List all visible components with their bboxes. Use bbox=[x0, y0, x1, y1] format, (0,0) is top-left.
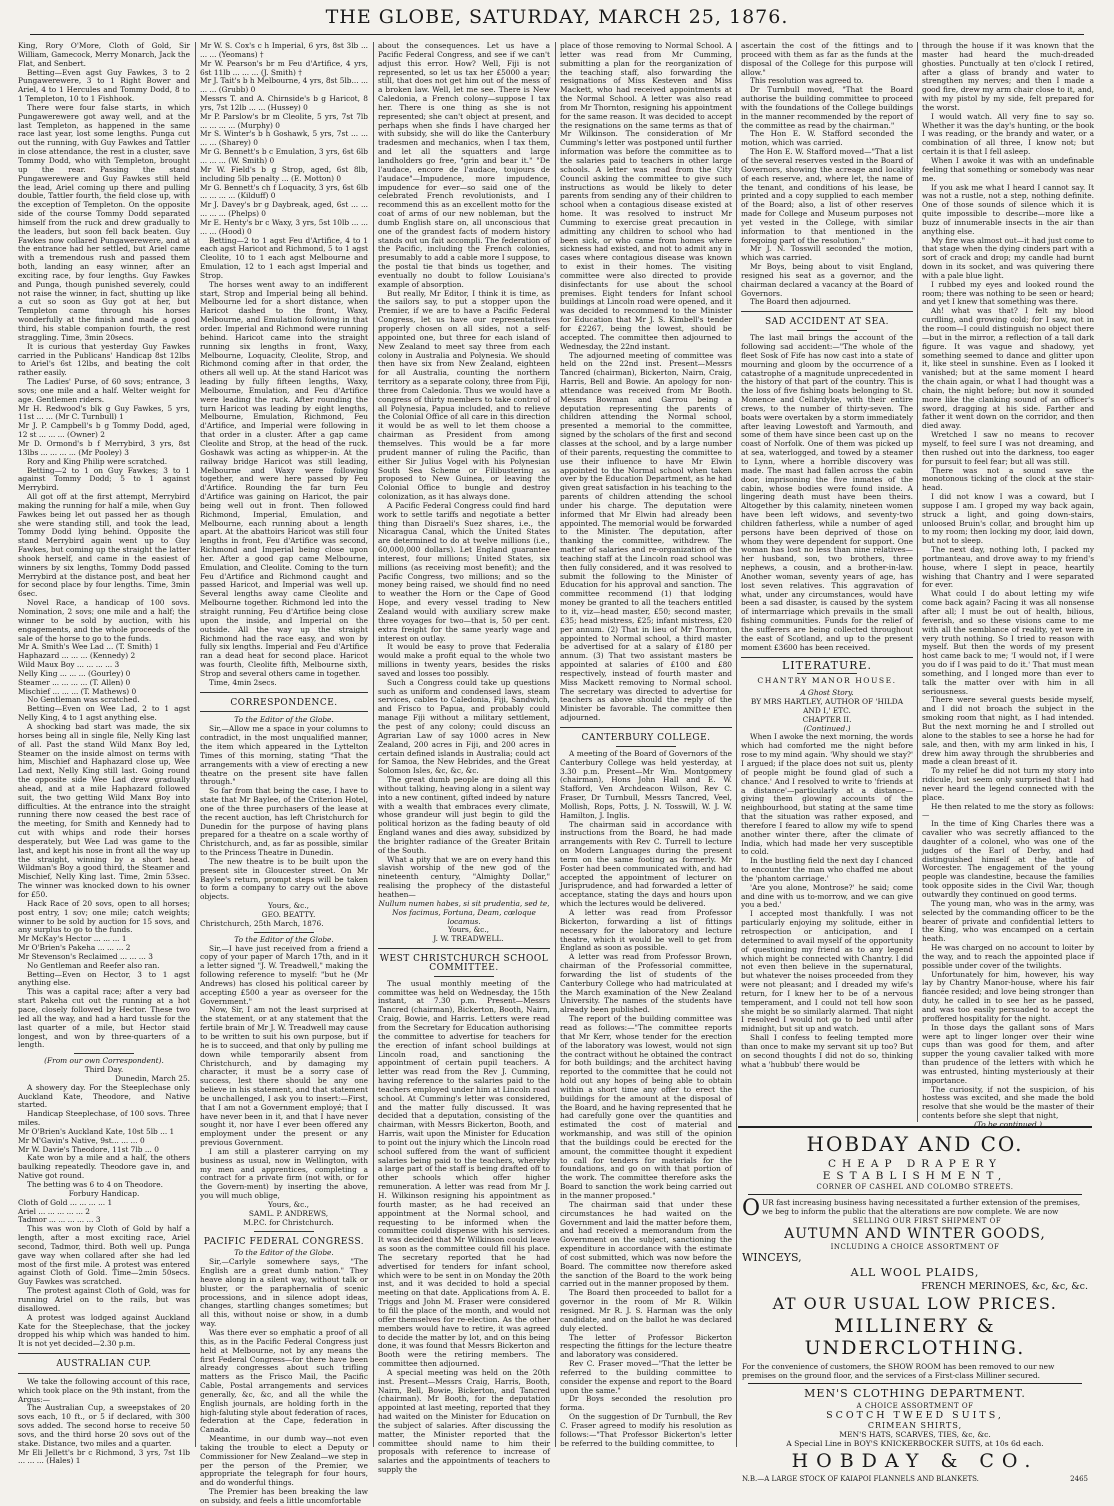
article-text: In the bustling field the next day I chanced to encounter the man who chaffed me about the 'phantom carriage.' bbox=[741, 856, 913, 883]
article-text: This resolution was agreed to. bbox=[750, 76, 864, 86]
column-rule bbox=[195, 42, 196, 1447]
article-text: Hack Race of 20 sovs, open to all horses; post entry, 1 sov; one mile; catch weights; winner to be sold by auction for 15 sovs, and any surplus to go to the funds. bbox=[18, 898, 190, 935]
race-entry: Mr P. Parslow's br m Cleolite, 5 yrs, 7st 7lb ... ... ... ... (Murphy) 0 bbox=[200, 111, 368, 130]
ad-line: A CHOICE ASSORTMENT OF bbox=[856, 1402, 974, 1411]
ad-prices: AT OUR USUAL LOW PRICES. bbox=[772, 1294, 1058, 1314]
article-text: The chairman said in accordance with instructions from the Board, he had made arrangements with Rev C. Turrell to lecture on Modern Languages during the present term on the same footing as formerly. Mr Foster had been communicated with, and had accepted the appointment of lecturer on Jurisprudence, and had forwarded a letter of acceptance, stating the days and hours upon which the lectures would be delivered. bbox=[560, 819, 732, 909]
article-text: A special meeting was held on the 20th inst. Present—Messrs Craig, Harris, Booth, Nairn, Bell, Bowie, Bickerton, and Tancred (chairman). Mr Booth, for the deputation appointed at last meeting, reported that they had waited on the Minister for Education on the subject of salaries. After discussing the matter, the Minister reported that the committee should name to him their proposals with reference to increase of salaries and the appointments of teachers to supply the bbox=[378, 1367, 550, 1475]
race-entry: Mr J. Tait's b h Melbourne, 4 yrs, 8st 5lb... ... ... ... (Grubb) 0 bbox=[200, 76, 368, 95]
article-text: The young man, who was in the army, was selected by the commanding officer to be the bearer of private and confidential letters to the King, who was encamped on a certain heath. bbox=[922, 898, 1094, 944]
ad-intro-text: UR fast increasing business having necessitated a further extension of the premises, we beg to inform the public that the alterations are now complete. We are now bbox=[762, 1198, 1081, 1216]
article-text: Betting—Even agst Guy Fawkes, 3 to 2 Pungawerewere, 3 to 1 Right Bower and Ariel, 4 to 1 Hercules and Tommy Dodd, 8 to 1 Templeton, 10 to 1 Fishhook. bbox=[18, 67, 190, 104]
race-entry: Mr Eli Jellett's br c Richmond, 3 yrs, 7st 1lb ... ... ... (Hales) 1 bbox=[18, 1447, 190, 1466]
article-text: The Australian Cup, a sweepstakes of 20 sovs each, 10 ft., or 5 if declared, with 300 sovs added. The second horse to receive 50 sovs, and the third horse 20 sovs out of the stake. Distance, two miles and a quarter. bbox=[18, 1403, 190, 1448]
article-text: Wretched I saw no means to recover myself, to feel sure I was not dreaming, and then rushed out into the darkness, too eager for pursuit to feel fear; but all was still. bbox=[922, 430, 1094, 466]
article-text: about the consequences. Let us have a Pacific Federal Congress, and see if we can't adjust this error. How? Well, Fiji is not represented, so let us tax her £5000 a year; still, that does not get him out of the mess of a broken law. Well, let me see. There is New Caledonia, a French colony—suppose I tax her. There is one thing as she is not represented; she can't object at present, and perhaps when she finds I have charged her with subsidy, she will do like the Canterbury tradesmen and mechanics, when I tax them, and let all the squatters and large landholders go free, "grin and bear it." "De l'audace, encore de l'audace, toujours de l'audace"—Impudence, more impudence, impudence for ever—so said one of the celebrated French revolutionists, and I recommend this as an excellent motto for the coat of arms of our new nobleman, but the dumb English stare on, all unconscious that one of the grandest facts of modern history stands out un fait accompli. The federation of the Pacific, including the French colonies, presumably to add a cable more I suppose, to the postal tie that binds us together, and eventually no doubt to follow Louisiana's example of absorption. bbox=[378, 41, 550, 289]
article-text: So far from that being the case, I have to state that Mr Baylee, of the Criterion Hotel, one of the three purchasers of the lease at the recent auction, has left Christchurch for Dunedin for the purpose of having plans prepared for a theatre on a scale worthy of Christchurch, and, as far as possible, similar to the Princess Theatre in Dunedin. bbox=[200, 786, 368, 858]
article-text: To my relief he did not turn my story into ridicule, but seem only surprised that I had never heard the legend connected with the place. bbox=[922, 766, 1094, 802]
article-text: The protest against Cloth of Gold, was for running Ariel on to the rails, but was disallowed. bbox=[18, 1286, 190, 1313]
article-text: Rev C. Fraser moved—"That the letter be referred to the building committee to consider the expense and report to the Board upon the same." bbox=[560, 1359, 732, 1395]
story-subtitle: A Ghost Story. bbox=[800, 688, 854, 698]
ad-intro bbox=[738, 1196, 1092, 1221]
ad-footer bbox=[738, 1475, 1092, 1483]
ad-crimean: CRIMEAN SHIRTS, bbox=[867, 1421, 963, 1431]
editor-line: To the Editor of the Globe. bbox=[234, 715, 334, 725]
race-entry: Mr D. Ormond's b f Merrybird, 3 yrs, 8st 13lbs ... ... ... ... (Mr Pooley) 3 bbox=[18, 438, 190, 457]
article-text: I am still a plasterer carrying on my business as usual, now in Wellington, with my men and apprentices, completing a contract for a private firm (not with, or for the Govern-ment) by inserting the above, you will much oblige, bbox=[200, 1146, 368, 1201]
divider bbox=[18, 1353, 190, 1354]
race-entry: Mischief ... ... ... (T. Mathews) 0 bbox=[18, 686, 137, 696]
article-text: Betting—Even on Hector, 3 to 1 agst anything else. bbox=[18, 969, 190, 988]
article-text: When I awoke it was with an undefinable feeling that something or somebody was near me. bbox=[922, 155, 1094, 183]
ad-winceys: WINCEYS, bbox=[742, 1251, 802, 1265]
race-entry: Wild Maux Boy ... ... ... ... 3 bbox=[18, 660, 120, 670]
article-text: The Board then adjourned. bbox=[750, 297, 851, 307]
ad-address: CORNER OF CASHEL AND COLOMBO STREETS. bbox=[816, 1183, 1014, 1191]
divider bbox=[434, 976, 494, 977]
ad-line: INCLUDING A CHOICE ASSORTMENT OF bbox=[830, 1243, 1000, 1252]
divider bbox=[200, 711, 368, 712]
section-heading: WEST CHRISTCHURCH SCHOOL COMMITTEE. bbox=[379, 954, 549, 973]
article-text: There were four false starts, in which Pungawerewere got away well, and at the last Templeton, as happened in the same race last year, lost some lengths. Punga cut out the running, with Guy Fawkes and Tattler in close attendance, the rest in a cluster, save Tommy Dodd, who with Templeton, brought up the rear. Passing the stand Pungawerewere and Guy Fawkes still held the lead, Ariel coming up there and pulling double, Tattler fourth, the field close up, with the exception of Templeton. On the opposite side of the course Tommy Dodd separated himself from the ruck and drew gradually to the leaders, but soon fell back beaten. Guy Fawkes now collared Pungawerewere, and at the entrance had her settled, but Ariel came with a tremendous rush and passed them both, landing an easy winner, after an exciting race, by four lengths. Guy Fawkes and Punga, though punished severely, could not raise the winner, in fact, shutting up like a cut so soon as Guy got at her, but Templeton came through his horses wonderfully at the finish and made a good third, his stable companion fourth, the rest straggling. Time, 3min 20secs. bbox=[18, 102, 190, 342]
editor-line: To the Editor of the Globe. bbox=[234, 1248, 334, 1258]
section-heading: AUSTRALIAN CUP. bbox=[56, 1359, 152, 1370]
divider bbox=[616, 746, 676, 747]
article-text: Time, 4min 2secs. bbox=[209, 677, 277, 687]
ad-mens: MEN'S CLOTHING DEPARTMENT. bbox=[804, 1387, 1026, 1401]
article-text: Such a Congress could take up questions such as uniform and condensed laws, steam services, cables to Caledonia, Fiji, Sandwich, and Frisco to Papua, and probably could manage Fiji without a military settlement, the pest of any colony; could discuss an Agrarian Law of say 1000 acres in New Zealand, 200 acres in Fiji, and 200 acres in certain defined islands in Australia; could act for Samoa, the New Hebrides, and the Great Solomon Isles, &c, &c, &c. bbox=[378, 677, 550, 776]
ad-headline: AUTUMN AND WINTER GOODS, bbox=[784, 1226, 1046, 1243]
hobday-advertisement bbox=[738, 1126, 1092, 1484]
article-text: On the suggestion of Dr Turnbull, the Rev C. Fraser agreed to modify his resolution as follows:—"That Professor Bickerton's letter be referred to the building committee, to bbox=[560, 1412, 732, 1448]
column-rule bbox=[736, 42, 737, 1447]
source-note: (From our own Correspondent). bbox=[44, 1056, 164, 1066]
article-text: Sir,—Allow me a space in your columns to contradict, in the most unqualified manner, the item which appeared in the Lyttelton Times of this morning, stating "That the arrangements with a view of erecting a new theatre on the present site have fallen through." bbox=[200, 724, 368, 787]
article-text: Dr Boys seconded the resolution pro forma. bbox=[560, 1394, 732, 1413]
article-text: Meantime, in our dumb way—not even taking the trouble to elect a Deputy or Commissioner for New Zealand—we step in per the person of the Premier, we appropriate the telegraph for four hours, and do wonderful things. bbox=[200, 1434, 368, 1488]
column-6 bbox=[922, 41, 1094, 1129]
article-text: In the time of King Charles there was a cavalier who was secretly affianced to the daughter of a colonel, who was one of the judges of the Earl of Derby, and had distinguished himself at the battle of Worcester. The engagement of the young people was clandestine, because the families took opposite sides in the Civil War, though outwardly they continued on good terms. bbox=[922, 819, 1094, 899]
drop-cap: O bbox=[742, 1196, 761, 1221]
letter-signature: SAML. P. ANDREWS, bbox=[248, 1208, 329, 1218]
article-text: All got off at the first attempt, Merrybird making the running for half a mile, when Guy Fawkes being let out passed her as though she were standing still, and took the lead, Tommy Dodd lying behind. Opposite the stand Merrybird again went up to Guy Fawkes, but coming up the straight the latter shook herself, and came in the easiest of winners by six lengths, Tommy Dodd passed Merrybird at the distance post, and beat her for second place by four lengths. Time, 3min 6sec. bbox=[18, 492, 190, 599]
article-text: There was not a sound save the monotonous ticking of the clock at the stair-head. bbox=[922, 465, 1094, 493]
ad-tweed: SCOTCH TWEED SUITS, bbox=[826, 1410, 1004, 1422]
article-text: This was a capital race; after a very bad start Pakeha cut out the running at a hot pace, closely followed by Hector. These two led all the way, and had a hard tussle for the last quarter of a mile, but Hector staid longest, and won by three-quarters of a length. bbox=[18, 987, 190, 1050]
article-text: This was won by Cloth of Gold by half a length, after a most exciting race, Ariel second, Tadmor, third. Both well up. Punga gave way when collared after she had led most of the first mile. A protest was entered against Cloth of Gold. Time—2min 50secs. Guy Fawkes was scratched. bbox=[18, 1224, 190, 1287]
race-entry: Mr O'Brien's Pakeha ... ... ... 2 bbox=[18, 943, 131, 953]
race-entry: Mr M'Gavin's Native, 9st... ... ... 0 bbox=[18, 1135, 145, 1145]
article-text: The usual monthly meeting of the committee was held on Wednesday, the 15th instant, at 7.30 p.m. Present—Messrs Tancred (chairman), Bickerton, Booth, Nairn, Craig, Bowie, and Harris. Letters were read from the Secretary for Education authorising the committee to advertise for teachers for the erection of infant school buildings at Lincoln road, and sanctioning the appointment of certain pupil teachers. A letter was read from the Rev J. Cumming, having reference to the salaries paid to the teachers employed under him at Lincoln road school. At Cumming's letter was considered, and the matter fully discussed. It was decided that a deputation, consisting of the chairman, with Messrs Bickerton, Booth, and Harris, wait upon the Minister for Education to point out the injury which the Lincoln road school suffered from the want of sufficient salaries being paid to the teachers, whereby a large part of the staff is being drafted off to other schools which offer higher remuneration. A letter was read from Mr J. H. Wilkinson resigning his appointment as fourth master, as he had received an appointment at the Normal school, and requesting to be informed when the committee could dispense with his services. It was decided that Mr Wilkinson could leave as soon as the committee could fill his place. The secretary reported that he had advertised for tenders for infant school, which were to be sent in on Monday the 20th inst, and it was decided to hold a special meeting on that date. Applications from A. E. Triggs and John M. Fraser were considered to fill the place of the month, and would not offer themselves for re-election. As the other members would have to retire, it was agreed to decide the matter by lot, and on this being done, it was found that Messrs Bickerton and Booth were the retiring members. The committee then adjourned. bbox=[378, 978, 550, 1369]
article-text: A meeting of the Board of Governors of the Canterbury College was held yesterday, at 3.30 p.m. Present—Mr Wm. Montgomery (chairman), Hons John Hall and E. W. Stafford, Ven Archdeacon Wilson, Rev C. Fraser, Dr Turnbull, Messrs Tancred, Veel, Mollish, Rops, Potts, J. N. Tosswill, W. J. W. Hamilton, J. Inglis. bbox=[560, 748, 732, 820]
divider bbox=[254, 932, 314, 933]
article-text: The Board then proceeded to ballot for a governor in the room of Mr R. Wilkin resigned. Mr R. J. S. Harman was the only candidate, and on the ballot he was declared duly elected. bbox=[560, 1288, 732, 1333]
article-text: What could I do about letting my wife come back again? Facing it was all nonsense after all; I must be out of health, bilious, feverish, and so these visions came to me with all the semblance of reality, yet were in very truth nothing. So I tried to reason with myself. But then the words of my present host came back to me; 'I would not, if I were you do if I was paid to do it.' That must mean something, and I longed more than ever to talk the matter over with him in all seriousness. bbox=[922, 589, 1094, 696]
ad-title-2: HOBDAY & CO. bbox=[791, 1450, 1039, 1473]
article-text: The horses went away to an indifferent start, Strop and Imperial being all behind. Melbourne led for a short distance, when Haricot dashed to the front, Waxy, Melbourne, and Emulation following in that order. Imperial and Richmond were running behind. Haricot came into the straight running six lengths in front, Waxy, Melbourne, Loquacity, Cleolite, Strop, and Richmond coming after in that order, the others all well up. At the stand Haricot was leading by fully fifteen lengths, Waxy, Melbourne, Emulation, and Feu d'Artifice were leading the ruck. After rounding the turn Haricot was leading by eight lengths, Melbourne, Emulation, Richmond, Feu d'Artifice, and Imperial were following in that order in a cluster. After a gap came Cleolite and Strop, at the head of the ruck. Goshawk was acting as whipper-in. At the railway bridge Haricot was still leading, Melbourne and Waxy were following together, and were here passed by Feu d'Artifice. Rounding the far turn Feu d'Artifice was gaining on Haricot, the pair being well out in front. Then followed Richmond, Imperial, Emulation, and Melbourne, each running about a length apart. At the abattoirs Haricot was still four lengths in front, Feu d'Artifice was second, Richmond and Imperial being close upon her. After a good gap came Melbourne, Emulation, and Cleolite. Coming to the turn Feu d'Artifice and Richmond caught and passed Haricot, and Imperial was well up. Several lengths away came Cleolite and Melbourne together. Richmond led into the straight running, Feu d'Artifice being close upon the inside, and Imperial on the outside. All the way up the straight Richmond had the race easy, and won by fully six lengths. Imperial and Feu d'Artifice ran a dead heat for second place. Haricot was fourth, Cleolite fifth, Melbourne sixth, Strop and several others came in together. bbox=[200, 279, 368, 678]
column-rule bbox=[373, 42, 374, 1447]
race-heading: Forbury Handicap. bbox=[68, 1188, 140, 1198]
chapter-heading: CHAPTER II. bbox=[802, 714, 852, 724]
section-heading: CORRESPONDENCE. bbox=[230, 697, 338, 708]
dateline: Dunedin, March 25. bbox=[115, 1073, 190, 1083]
article-text: Sir,—Carlyle somewhere says, "The English are a great dumb nation." They heave along in a silent way, without talk or bluster, or the paraphernalia of scenic processions, and in silence adopt ideas, changes, startling changes sometimes; but all this, without noise or show, in a dumb way. bbox=[200, 1257, 368, 1329]
story-title: CHANTRY MANOR HOUSE. bbox=[757, 676, 897, 686]
article-text: A shocking bad start was made, the six horses being all in single file, Nelly King last of all. Past the stand Wild Manx Boy led, Steamer on the inside almost on terms with him, Mischief and Haphazard close up, Wee Lad next, Nelly King still last. Going round the opposite side Wee Lad drew gradually ahead, and at a mile Haphazard followed suit, the two getting Wild Manx Boy into difficulties. At the entrance into the straight running there now ceased the best race of the meeting, for Smith and Kennedy had to cut with whips and rode their horses desperately, but Wee Lad was game to the last, and kept his nose in front all the way up the straight, winning by a short head. Wildman's Boy a good third, the Steamer and Mischief, Nelly King last. Time, 2min 53sec. The winner was knocked down to his owner for £50. bbox=[18, 721, 190, 899]
article-text: The report of the building committee was read as follows:—"The committee reports that Mr Kerr, whose tender for the erection of the laboratory was lowest, would not sign the contract without he obtained the contract for both buildings; and the architect having reported to the committee that he could not hold out any hopes of being able to obtain within a short time any offer to erect the buildings for the amount at the disposal of the Board, and he having represented that he had carefully gone over the quantities and estimated the cost of material and workmanship, and was still of the opinion that the buildings could be erected for the amount, the committee thought it expedient to call for tenders for materials for the foundations, and go on with that portion of the work. The committee therefore asks the Board to sanction the work being carried out in the manner proposed." bbox=[560, 1014, 732, 1200]
letter-signature: J. W. TREADWELL. bbox=[433, 934, 504, 944]
section-heading: SAD ACCIDENT AT SEA. bbox=[764, 317, 890, 328]
article-text: Betting—2 to 1 agst Feu d'Artifice, 4 to 1 each agst Haricot and Richmond, 5 to 1 agst Cleolite, 10 to 1 each agst Melbourne and Emulation, 12 to 1 each agst Imperial and Strop. bbox=[200, 235, 368, 280]
continued-note: (To be continued.) bbox=[973, 1119, 1043, 1129]
race-entry: Mr G. Bennett's ch f Loquacity, 3 yrs, 6st 6lb ... ... ... ... (Kilduff) 0 bbox=[200, 182, 368, 201]
ad-millinery: MILLINERY & UNDERCLOTHING. bbox=[804, 1315, 1026, 1360]
race-entry: Mr J. P. Campbell's b g Tommy Dodd, aged, 12 st ... ... ... (Owner) 2 bbox=[18, 421, 190, 440]
ad-line: SELLING OUR FIRST SHIPMENT OF bbox=[852, 1217, 1002, 1226]
article-text: Betting—Even on Wee Lad, 2 to 1 agst Nelly King, 4 to 1 agst anything else. bbox=[18, 704, 190, 723]
article-text: ascertain the cost of the fittings and to proceed with them as far as the funds at the disposal of the College for this purpose will allow." bbox=[741, 41, 913, 77]
article-text: The chairman said that under these circumstances he had waited on the Government and laid the matter before them, and had received a memorandum from the Government on the subject, sanctioning the expenditure in accordance with the estimate of cost submitted, which was now before the Board. The committee now therefore asked the sanction of the Board to the work being carried out in the manner proposed by them. bbox=[560, 1199, 732, 1289]
article-text: He then related to me the story as follows:— bbox=[922, 801, 1094, 820]
divider bbox=[797, 330, 857, 331]
ad-merinoes: FRENCH MERINOES, &c, &c, &c. bbox=[921, 1281, 1088, 1293]
article-text: A letter was read from Professor Brown, chairman of the Professorial committee, forwarding the list of students of the Canterbury College who had matriculated at the March examination of the New Zealand University. The names of the students have already been published. bbox=[560, 952, 732, 1015]
masthead-rule bbox=[30, 34, 1084, 35]
article-text: Novel Race, a handicap of 100 sovs. Nomination, 2 sovs; one mile and a half; the winner to be sold by auction, with his engagements, and the whole proceeds of the sale of the horse to go to the funds. bbox=[18, 598, 190, 643]
race-entry: Mr E. Henty's br c Waxy, 3 yrs, 5st 10lb ... ... ... ... (Hood) 0 bbox=[200, 217, 368, 236]
race-entry: Tadmor ... ... ... ... ... 3 bbox=[18, 1215, 101, 1225]
letter-date: Christchurch, 25th March, 1876. bbox=[200, 918, 324, 928]
column-3 bbox=[378, 41, 550, 1475]
divider bbox=[748, 1194, 1082, 1195]
section-heading: PACIFIC FEDERAL CONGRESS. bbox=[203, 1236, 365, 1247]
race-entry: Mr W. Field's b g Strop, aged, 6st 8lb, including 5lb penalty ... (E. Motton) 0 bbox=[200, 164, 368, 183]
divider bbox=[378, 948, 550, 949]
letter-signature: GEO. BEATTY. bbox=[261, 910, 316, 919]
article-text: It is curious that yesterday Guy Fawkes carried in the Publicans' Handicap 8st 12lbs to Ariel's 6st 12lbs, and beating the colt rather easily. bbox=[18, 341, 190, 378]
article-text: I accepted most thankfully. I was not particularly enjoying my solitude, either in retrospection or anticipation, and I determined to avail myself of the opportunity of questioning my friend as to any legend which might be connected with Chantry. I did not even then believe in the supernatural, but whatever the noises proceeded from they were not pleasant; and I dreaded my wife's return, for I knew her to be of a nervous temperament, and I could not tell how soon she might be so similarly alarmed. That night I resolved I would not go to bed until after midnight, but sit up and watch. bbox=[741, 909, 913, 1034]
article-text: But really, Mr Editor, I think it is time, as the sailors say, to put a stopper upon the Premier, if we are to have a Pacific Federal Congress, let us have our representatives properly chosen on all sides, not a self-appointed one, but three for each island of New Zealand to meet say three from each colony in Australia and Polynesia. We should then have six from New Zealand, eighteen for all Australia, counting the northern territory as a separate colony, three from Fiji, three from Caledonia. Thus we would have a congress of thirty members to take control of all Polynesia, Papua included, and to relieve the Colonial Office of all care in this direction it would be as well to let them choose a chairman as President from among themselves. This would be a far more prudent manner of ruling the Pacific, than either Sir Julius Vogel with his Polynesian South Sea Scheme or Filibustering as proposed to New Guinea, or leaving the Colonial Office to bungle and destroy colonization, as it has always done. bbox=[378, 288, 550, 502]
article-text: The next day, nothing loth, I packed my portmanteau, and drove away to my friend's house, where I slept in peace, heartily wishing that Chantry and I were separated for ever. bbox=[922, 545, 1094, 590]
section-heading: CANTERBURY COLLEGE. bbox=[581, 732, 711, 743]
article-text: Rory and King Philip were scratched. bbox=[27, 456, 168, 466]
article-text: A protest was lodged against Auckland Kate for the Steeplechase, that the jockey dropped his whip which was handed to him. It is not yet decided—2.30 p.m. bbox=[18, 1312, 190, 1349]
race-entry: Mr H. Redwood's blk g Guy Fawkes, 5 yrs, 11st ... ... (Mr C. Turnbull) 1 bbox=[18, 403, 190, 422]
article-text: The curiosity, if not the suspicion, of his hostess was excited, and she made the bold resolve that she would be the master of their contents before she slept that night, bbox=[922, 1084, 1094, 1121]
divider bbox=[200, 692, 368, 693]
column-4 bbox=[560, 42, 732, 1447]
section-heading: LITERATURE. bbox=[781, 658, 873, 672]
article-text: It would be easy to prove that Federalia would make a profit equal to the whole two millions in twenty years, besides the risks saved and losses too possibly. bbox=[378, 642, 550, 678]
race-entry: Mr W. S. Cox's c h Imperial, 6 yrs, 8st 3lb ... ... ... (Yeomans) † bbox=[200, 41, 368, 59]
race-entry: Mr Stevenson's Reclaimed ... ... ... 3 bbox=[18, 951, 153, 961]
letter-signature-title: M.P.C. for Christchurch. bbox=[243, 1217, 334, 1227]
article-text: Mr J. N. Tosswill seconded the motion, which was carried. bbox=[741, 244, 913, 263]
article-text: I would watch. All very fine to say so. Whether it was the day's hunting, or the book I was reading, or the brandy and water, or a combination of all three, I know not; but certain it is that I fell asleep. bbox=[922, 111, 1094, 157]
article-text: Mr Boys, being about to visit England, resigned his seat as a governor, and the chairman declared a vacancy at the Board of Governors. bbox=[741, 262, 913, 298]
race-entry: Ariel ... ... ... ... ... 2 bbox=[18, 1206, 91, 1216]
ad-nb: N.B.—A LARGE STOCK OF KAIAPOI FLANNELS AND BLANKETS. bbox=[742, 1475, 979, 1484]
article-text: Dr Turnbull moved, "That the Board authorise the building committee to proceed with the foundations of the College buildings in the manner recommended by the report of the committee as read by the chairman." bbox=[741, 85, 913, 130]
article-text: Was there ever so emphatic a proof of all this, as in the Pacific Federal Congress just held at Melbourne, not by any means the first Federal Congress—for there have been already congresses about such trifling matters as the Frisco Mail, the Pacific Cable, Postal arrangements and services generally, &c, &c, and all the while the English journals, are holding forth in the high-faluting style about federation of races, federation at the Cape, federation in Canada. bbox=[200, 1327, 368, 1435]
story-byline: BY MRS HARTLEY, AUTHOR OF 'HILDA AND I,' ETC. bbox=[750, 697, 904, 715]
continued-note: (Continued.) bbox=[803, 723, 851, 733]
ad-tagline: CHEAP DRAPERY ESTABLISHMENT, bbox=[822, 1158, 1008, 1182]
article-text: The great dumb people are doing all this without talking, heaving along in a silent way into a new continent, gifted indeed by nature with a wealth that embraces every climate, whose grandeur will just begin to gild the political horizon as the fading beauty of old England wanes and dies away, subsidized by the brighter radiance of the Greater Britain of the South. bbox=[378, 775, 550, 855]
column-rule bbox=[555, 42, 556, 1447]
race-entry: Mr W. Pearson's br m Feu d'Artifice, 4 yrs, 6st 11lb ... ... ... (J. Smith) † bbox=[200, 58, 368, 77]
article-text: When I awoke the next morning, the words which had comforted me the night before rose to my mind again. 'Why should we stay?' I argued; if the place does not suit us, plenty of people might be found glad of such a chance.' And I resolved to write to 'friends at a distance'—particularly at a distance—giving them glowing accounts of the neighbourhood, but stating at the same time that the situation was rather exposed, and therefore I feared to allow my wife to spend another winter there, after the climate of India, which had made her very susceptible to cold. bbox=[741, 732, 913, 857]
article-text: In those days the gallant sons of Mars were apt to linger longer over their wine cups than was good for them, and after supper the young cavalier talked with more than prudence of the letters with which he was entrusted, hinting mysteriously at their importance. bbox=[922, 1022, 1094, 1085]
divider bbox=[797, 673, 857, 674]
letter-close: Yours, &c., bbox=[448, 925, 489, 935]
ad-title: HOBDAY AND CO. bbox=[806, 1132, 1024, 1156]
column-2 bbox=[200, 41, 368, 1505]
divider bbox=[18, 1373, 190, 1374]
race-entry: Mr McKay's Hector ... ... ... 1 bbox=[18, 934, 127, 944]
ad-showroom: For the convenience of customers, the SHOW ROOM has been removed to our new premises on the ground floor, and the services of a First-class Milliner secured. bbox=[742, 1362, 1055, 1380]
verse: Nullum numen habes, si sit prudentia, sed te, Nos facimus, Fortuna, Deam, cœloque locamus. bbox=[378, 898, 550, 926]
race-entry: Mr S. Winter's b h Goshawk, 5 yrs, 7st ... ... ... ... (Sharey) 0 bbox=[200, 129, 368, 148]
article-text: Unfortunately for him, however, his way lay by Chantry Manor-house, where his fair fiancée resided; and love being stronger than duty, he called in to see her as he passed, and was too easily persuaded to accept the proffered hospitality for the night. bbox=[922, 969, 1094, 1023]
column-5 bbox=[741, 42, 913, 1122]
divider bbox=[254, 1231, 314, 1232]
race-entry: Haphazard ... ... ... (Kennedy) 2 bbox=[18, 651, 136, 661]
article-text: Kate won by a mile and a half, the others baulking repeatedly. Theodore gave in, and Native got round. bbox=[18, 1153, 190, 1181]
race-entry: Mr O'Brien's Auckland Kate, 10st 5lb ... 1 bbox=[18, 1126, 175, 1136]
article-text: Handicap Steeplechase, of 100 sovs. Three miles. bbox=[18, 1109, 190, 1128]
article-text: The new theatre is to be built upon the present site in Gloucester street. On Mr Baylee's return, prompt steps will be taken to form a company to carry out the above objects. bbox=[200, 856, 368, 902]
race-entry: Cloth of Gold ... ... ... ... 1 bbox=[18, 1197, 113, 1207]
masthead: THE GLOBE, SATURDAY, MARCH 25, 1876. bbox=[325, 6, 789, 28]
article-text: through the house if it was known that the master had heard the much-dreaded ghosties. Punctually at ten o'clock I retired, after a glass of brandy and water to strengthen my nerves; and then I made a good fire, drew my arm chair close to it, and, with my pistol by my side, felt prepared for the worst. bbox=[922, 41, 1094, 112]
article-text: He was charged on no account to loiter by the way, and to reach the appointed place if possible under cover of the twilights. bbox=[922, 943, 1094, 970]
article-text: I did not know I was a coward, but I suppose I am. I groped my way back again, struck a light, and going down-stairs, unloosed Bruin's collar, and brought him up to my room; then locking my door, laid down, but not to sleep. bbox=[922, 492, 1094, 546]
article-text: I rubbed my eyes and looked round the room; there was nothing to be seen or heard; and yet I knew that something was there. bbox=[922, 279, 1094, 307]
race-entry: Steamer ... ... ... ... (T. Allen) 0 bbox=[18, 677, 131, 687]
race-entry: Mr J. Davey's br g Daybreak, aged, 6st ... ... ... ... ... (Phelps) 0 bbox=[200, 200, 368, 219]
divider bbox=[748, 1383, 1082, 1384]
article-text: Betting—2 to 1 on Guy Fawkes; 3 to 1 against Tommy Dodd; 5 to 1 against Merrybird. bbox=[18, 465, 190, 493]
race-entry: Mr A. Smith's Wee Lad ... (T. Smith) 1 bbox=[18, 642, 160, 652]
letter-close: Yours, &c., bbox=[268, 901, 309, 911]
article-text: place of those removing to Normal School. A letter was read from Mr Cumming, submitting a plan for the reorganization of the teaching staff, also forwarding the resignations of Miss Kesteven and Miss Mackett, who had received appointments at the Normal School. A letter was also read from Mr Thornton, resigning his appointment for the same reason. It was decided to accept the resignations on the same terms as that of Mr Wilkinson. The consideration of Mr Cumming's letter was postponed until further information was before the committee as to the salaries paid to teachers in other large schools. A letter was read from the City Council asking the committee to give such instructions as would be likely to deter parents from sending any of their children to school when a contagious disease existed at home. It was resolved to instruct Mr Cumming to exercise great precaution in admitting any children to school who had been sick, or who came from homes where sickness had existed, and not to admit any in cases where contagious disease was known to exist in their homes. The visiting committee were also directed to provide disinfectants for use about the school premises. Eight tenders for Infant school buildings at Lincoln road were opened, and it was decided to recommend to the Minister for Education that Mr J. S. Kimbell's tender for £2267, being the lowest, should be accepted. The committee then adjourned to Wednesday, the 22nd instant. bbox=[560, 41, 732, 351]
article-text: We take the following account of this race, which took place on the 9th instant, from the Argus:— bbox=[18, 1376, 190, 1404]
article-text: The betting was 6 to 4 on Theodore. bbox=[27, 1180, 163, 1189]
article-text: My fire was almost out—it had just come to that stage when the dying cinders part with a sort of crack and drop; my candle had burnt down in its socket, and was quivering there with a pale blue light. bbox=[922, 235, 1094, 280]
article-text: The Ladies' Purse, of 60 sovs; entrance, 3 sovs; one mile and a half. Welter weight for age. Gentlemen riders. bbox=[18, 377, 190, 404]
article-text: A Pacific Federal Congress could find hard work to settle tariffs and negotiate a better thing than Disraeli's Suez shares, i.e., the Nicaragua Canal, which the United States are determined to do at twelve millions (i.e., 60,000,000 dollars). Let England guarantee interest, four millions; United States, six millions (as receiving most benefit); and the Pacific Congress, two millions; and so the money being raised, we should find no need to weather the Horn or the Cape of Good Hope, and every vessel trading to New Zealand would with auxiliary screw make three voyages for two—that is, 50 per cent. extra freight for the same yearly wage and interest on outlay. bbox=[378, 500, 550, 643]
article-text: No Gentleman was scratched. bbox=[27, 695, 140, 705]
article-text: Shall I confess to feeling tempted more than once to make my servant sit up too? But on second thoughts I did not do so, thinking what a 'hubbub' there would be bbox=[741, 1033, 913, 1069]
race-entry: Mr W. Davie's Theodore, 11st 7lb ... 0 bbox=[18, 1144, 159, 1154]
article-text: There were several guests beside myself, and I did not broach the subject in the smoking room that night, as I had intended. But the next morning he and I strolled out alone to the stables to see a horse he had for sale, and then, with my arm linked in his, I drew him away through the shrubberies and made a clean breast of it. bbox=[922, 695, 1094, 767]
divider bbox=[741, 311, 913, 312]
article-text: A showery day. For the Steeplechase only Auckland Kate, Theodore, and Native started. bbox=[18, 1082, 190, 1110]
article-text: 'Are you alone, Montrose?' he said; come and dine with us to-morrow, and we can give you a bed.' bbox=[741, 882, 913, 910]
ad-scarves: MEN'S HATS, SCARVES, TIES, &c, &c. bbox=[839, 1430, 991, 1440]
article-text: The Hon E. W. Stafford seconded the motion, which was carried. bbox=[741, 129, 913, 148]
article-text: Ah! what was that? I felt my blood curdling, and growing cold; for I saw, not in the room—I could distinguish no object there—but in the mirror, a reflection of a tall dark figure. It was vague and shadowy, yet something seemed to dance and glitter upon it, like steel in sunshine. Even as I looked it vanished; but at the same moment I heard the chain again, or what I had thought was a chain, the night before; but now it sounded more like the clanking sound of an officer's sword, dragging at his side. Farther and father it went down on the corridor, and then died away. bbox=[922, 306, 1094, 431]
divider bbox=[74, 1053, 134, 1054]
race-entry: Nelly King ... ... ... (Gourley) 0 bbox=[18, 668, 131, 678]
article-text: The adjourned meeting of committee was held on the 22nd inst. Present—Messrs Tancred (chairman), Bickerton, Nairn, Craig, Harris, Bell and Bowie. An apology for non-attendance was received from Mr Booth. Messrs Bowman and Garrou being a deputation representing the parents of children attending the Normal school, presented a memorial to the committee, signed by the scholars of the first and second classes at the school, and by a large number of their parents, requesting the committee to use their influence to have Mr Elwin appointed to the Normal school when taken over by the Education Department, as he had given great satisfaction in his teaching to the parents of children attending the school under his charge. The deputation were informed that Mr Elwin had already been appointed. The memorial would be forwarded to the Minister. The deputation, after thanking the committee, withdrew. The matter of salaries and re-organization of the teaching staff at the Lincoln road school was then fully considered, and it was resolved to submit the following to the Minister of Education for his approval and sanction. The committee recommend (1) that lodging money be granted to all the teachers entitled to it, viz—head master, £50; second master, £35; head mistress, £25; infant mistress, £20 per annum. (2) That in lieu of Mr Thornton, appointed to Normal school, a third master be advertised for at a salary of £180 per annum. (3) That two assistant masters be appointed at salaries of £100 and £80 respectively, instead of fourth master and Miss Mackett removing to Normal school. The secretary was directed to advertise for teachers as above should the reply of the Minister be favorable. The committee then adjourned. bbox=[560, 350, 732, 723]
article-text: King, Rory O'More, Cloth of Gold, Sir William, Gamecock, Merry Monarch, Jack the Flat, and Senbert. bbox=[18, 41, 190, 68]
divider bbox=[741, 657, 913, 658]
race-entry: Mr G. Bennett's b c Emulation, 3 yrs, 6st 6lb ... ... ... (W. Smith) 0 bbox=[200, 147, 368, 165]
article-text: The Premier has been breaking the law on subsidy, and feels a little uncomfortable bbox=[200, 1487, 368, 1505]
day-heading: Third Day. bbox=[84, 1065, 124, 1075]
ad-number: 2465 bbox=[1070, 1475, 1088, 1484]
article-text: Sir,—I have just received from a friend a copy of your paper of March 17th, and in it a letter signed "J. W. Treadwell," making the following reference to myself: "but he (Mr Andrews) has closed his political career by accepting £500 a year as overseer for the Government." bbox=[200, 943, 368, 1006]
article-text: What a pity that we are on every hand this slavish worship of the new god of the nineteenth century, "Almighty Dollar," realising the prophecy of the distasteful heathen— bbox=[378, 854, 550, 899]
column-rule bbox=[917, 42, 918, 1122]
article-text: Now, Sir, I am not the least surprised at the statement, or at any statement that the fertile brain of Mr J. W. Treadwell may cause to be written to suit his own purpose, but if he is to succeed, and that only by pulling me down while temporarily absent from Christchurch, and by damaging my character, it must be a sorry case of success, lest there should be any one believe in his statement, and that statement be unchallenged, I ask you to insert:—First, that I am not a Government employé; that I have never been in it, and that I have never sought it, nor have I ever been offered any employment under the present or any previous Government. bbox=[200, 1005, 368, 1148]
editor-line: To the Editor of the Globe. bbox=[234, 934, 334, 944]
race-entry: Messrs T. and A. Chirnside's b g Haricot, 8 yrs, 7st 12lb ... ... (Hussey) 0 bbox=[200, 94, 368, 112]
letter-close: Yours, &c., bbox=[268, 1200, 309, 1209]
article-text: If you ask me what I heard I cannot say. It was not a rustle, not a step, nothing definite. One of those sounds of silence which it is quite impossible to describe—more like a buzz of innumerable insects in the air than anything else. bbox=[922, 182, 1094, 236]
article-text: A letter was read from Professor Bickerton, forwarding a list of fittings necessary for the laboratory and lecture theatre, which it would be well to get from England as soon as possible. bbox=[560, 908, 732, 953]
column-1 bbox=[18, 41, 190, 1466]
article-text: No Gentleman and Reefer also ran. bbox=[27, 960, 160, 970]
article-text: The last mail brings the account of the following sad accident:—"The whole of the fleet Sosk of Fife has now cast into a state of mourning and gloom by the occurrence of a catastrophe of a magnitude unprecedented in the history of that part of the country. This is the loss of five fishing boats belonging to St. Monence and Cellardyke, with their entire crews, to the number of thirty-seven. The boats were overtaken by a storm immediately after leaving Lowestoft and Yarmouth, and some of them have since been cast up on the coast of Norfolk. One of them was picked up at sea, waterlogged, and towed by a steamer to Lynn, where a horrible discovery was made. The mast had fallen across the cabin door, imprisoning the five inmates of the cabin, whose bodies were found inside. A lingering death must have been theirs. Altogether by this calamity, nineteen women have been left widows, and seventy-two children fatherless, while a number of aged persons have been deprived of those on whom they were dependent for support. One woman has lost no less than nine relatives—her husband, son, two brothers, three nephews, a cousin, and a brother-in-law. Another woman, seventy years of age, has lost seven relatives. This aggravation of what, under any circumstances, would have been a sad disaster, is caused by the system of intermarriage which prevails in the small fishing communities. Funds for the relief of the sufferers are being collected throughout the east of Scotland, and up to the present moment £3600 has been received. bbox=[741, 333, 913, 652]
ad-boys: A Special Line in BOY'S KNICKERBOCKER SUITS, at 10s 6d each. bbox=[786, 1439, 1044, 1449]
ad-plaids: ALL WOOL PLAIDS, bbox=[850, 1266, 980, 1280]
article-text: The Hon E. W. Stafford moved—"That a list of the several reserves vested in the Board of Governors, showing the acreage and locality of each reserve, and, where let, the name of the tenant, and conditions of his lease, be printed and a copy supplied to each member of the Board; also, a list of other reserves made for College and Museum purposes not yet vested in the College, with similar information to that mentioned in the foregoing part of the resolution." bbox=[741, 147, 913, 245]
article-text: The letter of Professor Bickerton respecting the fittings for the lecture theatre and laboratory was considered. bbox=[560, 1332, 732, 1360]
divider bbox=[560, 727, 732, 728]
